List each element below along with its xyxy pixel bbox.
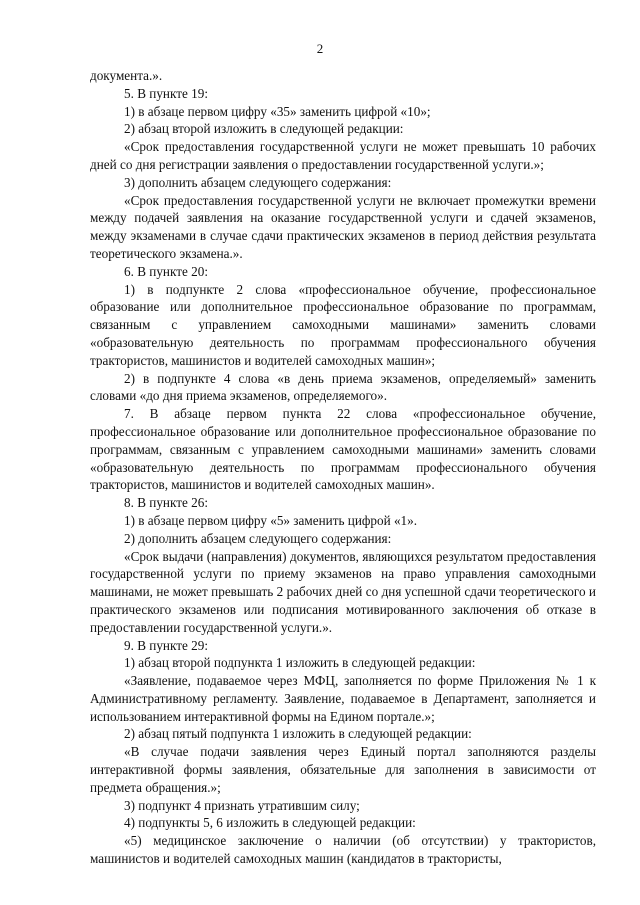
paragraph: 1) в подпункте 2 слова «профессиональное обучение, профессиональное образование или дополнительное профессиональное образование по программам, связанным с управлением самоходными машинами» заменить словами «образовательную деятельность по программам профессионального обучения трактористов, машинистов и водителей самоходных машин»; bbox=[90, 281, 596, 368]
paragraph: 4) подпункты 5, 6 изложить в следующей редакции: bbox=[124, 815, 416, 831]
paragraph: 1) в абзаце первом цифру «35» заменить цифрой «10»; bbox=[124, 103, 431, 119]
paragraph: «В случае подачи заявления через Единый портал заполняются разделы интерактивной формы заявления, обязательные для заполнения в зависимости от предмета обращения.»; bbox=[90, 744, 596, 795]
paragraph: 1) абзац второй подпункта 1 изложить в следующей редакции: bbox=[124, 655, 476, 671]
page-number: 2 bbox=[316, 41, 324, 56]
paragraph: «Срок предоставления государственной услуги не может превышать 10 рабочих дней со дня регистрации заявления о предоставлении государственной услуги.»; bbox=[90, 139, 596, 172]
paragraph: «5) медицинское заключение о наличии (об отсутствии) у трактористов, машинистов и водителей самоходных машин (кандидатов в трактористы, bbox=[90, 833, 596, 867]
paragraph: 2) дополнить абзацем следующего содержания: bbox=[124, 530, 392, 546]
paragraph: «Срок выдачи (направления) документов, являющихся результатом предоставления государственной услуги по приему экзаменов на право управления самоходными машинами, не может превышать 2 рабочих дней со дня успешной сдачи теоретического и практического экзаменов или подписания мотивированного заключения об отказе в предоставлении государственной услуги.». bbox=[90, 548, 596, 635]
paragraph: 1) в абзаце первом цифру «5» заменить цифрой «1». bbox=[124, 512, 418, 528]
paragraph-heading-item-5: 5. В пункте 19: bbox=[124, 85, 208, 101]
paragraph-heading-item-9: 9. В пункте 29: bbox=[124, 637, 208, 653]
document-body bbox=[90, 67, 596, 868]
paragraph: 2) абзац второй изложить в следующей редакции: bbox=[124, 121, 404, 137]
paragraph-heading-item-6: 6. В пункте 20: bbox=[124, 263, 208, 279]
paragraph: документа.». bbox=[90, 68, 163, 83]
paragraph-heading-item-7: 7. В абзаце первом пункта 22 слова «профессиональное обучение, профессиональное образование или дополнительное профессиональное образование по программам, связанным с управлением самоходными машинами» заменить словами «образовательную деятельность по программам профессионального обучения трактористов, машинистов и водителей самоходных машин». bbox=[90, 406, 596, 493]
paragraph: 2) в подпункте 4 слова «в день приема экзаменов, определяемый» заменить словами «до дня приема экзаменов, определяемого». bbox=[90, 370, 596, 404]
paragraph: 3) дополнить абзацем следующего содержания: bbox=[124, 174, 392, 190]
paragraph: «Заявление, подаваемое через МФЦ, заполняется по форме Приложения № 1 к Административному регламенту. Заявление, подаваемое в Департамент, заполняется и использованием интерактивной формы на Едином портале.»; bbox=[90, 673, 596, 724]
paragraph: 2) абзац пятый подпункта 1 изложить в следующей редакции: bbox=[124, 726, 472, 742]
paragraph: 3) подпункт 4 признать утратившим силу; bbox=[124, 797, 360, 813]
paragraph: «Срок предоставления государственной услуги не включает промежутки времени между подачей заявления на оказание государственной услуги и сдачей экзаменов, между экзаменами в случае сдачи практических экзаменов в период действия результата теоретического экзамена.». bbox=[90, 192, 596, 261]
paragraph-heading-item-8: 8. В пункте 26: bbox=[124, 495, 208, 511]
